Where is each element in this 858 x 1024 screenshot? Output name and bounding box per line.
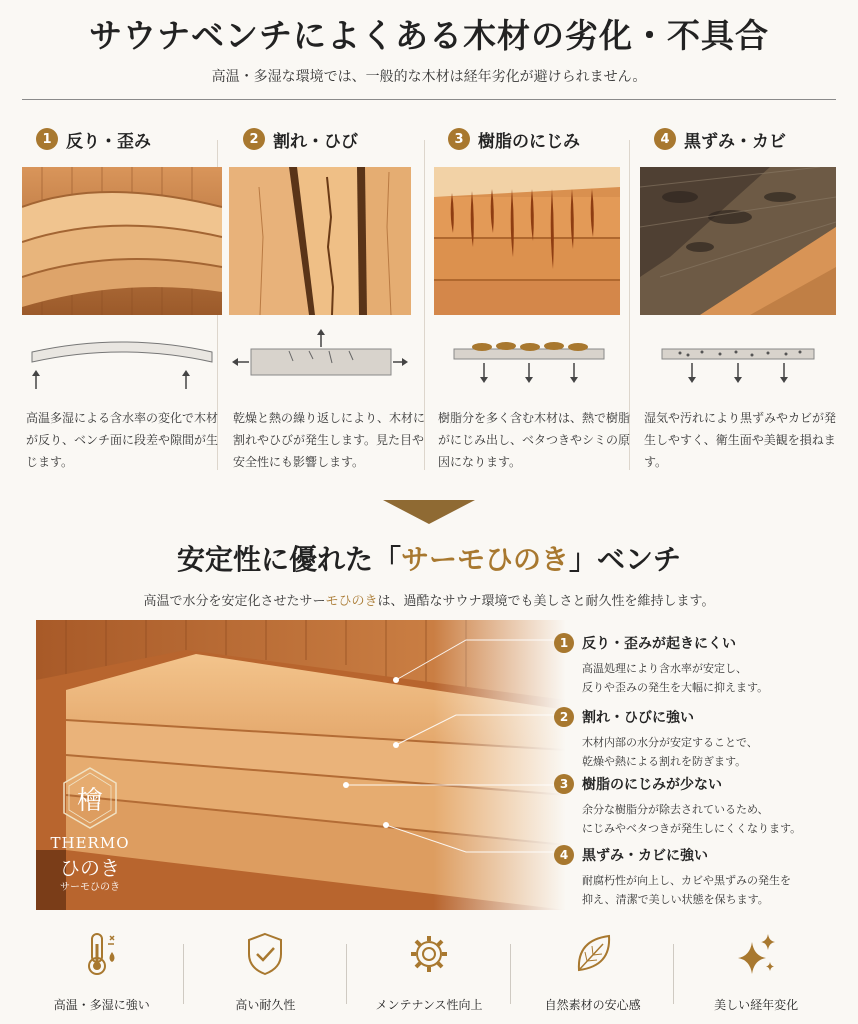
cracking-diagram	[229, 327, 429, 397]
benefit-label: 高い耐久性	[235, 998, 296, 1012]
problem-warping	[22, 122, 222, 469]
problem-title: 樹脂のにじみ	[478, 131, 580, 152]
badge-line3: サーモひのき	[60, 882, 120, 893]
badge-kanji: 檜	[76, 786, 103, 816]
number-badge: 2	[243, 128, 265, 150]
problem-description: 湿気や汚れにより黒ずみやカビが発生しやすく、衛生面や美観を損ねます。	[644, 411, 837, 469]
badge-line1: THERMO	[50, 834, 130, 852]
feature-title: 樹脂のにじみが少ない	[582, 777, 722, 793]
benefit-item	[184, 920, 348, 1020]
benefit-item	[674, 920, 838, 1020]
feature-item: 2 割れ・ひびに強い 木材内部の水分が安定することで、 乾燥や熱による割れを防ぎます。	[554, 707, 844, 771]
page-subtitle: 高温・多湿な環境では、一般的な木材は経年劣化が避けられません。	[211, 69, 647, 85]
warping-diagram	[22, 327, 222, 397]
mold-diagram	[640, 327, 840, 397]
shield-check-icon	[243, 930, 287, 978]
benefit-label: 美しい経年変化	[714, 998, 799, 1012]
problem-mold	[640, 122, 840, 469]
number-badge: 3	[448, 128, 470, 150]
feature-title: 割れ・ひびに強い	[582, 710, 694, 726]
problem-description: 乾燥と熱の繰り返しにより、木材に割れやひびが発生します。見た目や安全性にも影響します。	[233, 411, 426, 469]
feature-item: 1 反り・歪みが起きにくい 高温処理により含水率が安定し、 反りや歪みの発生を大幅に抑えます。	[554, 633, 844, 697]
benefit-item	[511, 920, 675, 1020]
benefits-row	[20, 920, 838, 1020]
feature-item: 3 樹脂のにじみが少ない 余分な樹脂分が除去されているため、 にじみやベタつきが発生しにくくなります。	[554, 774, 844, 838]
number-badge: 2	[554, 707, 574, 727]
problem-cracking	[229, 122, 429, 469]
problem-resin	[434, 122, 634, 469]
divider	[22, 99, 836, 100]
number-badge: 1	[554, 633, 574, 653]
page-title: サウナベンチによくある木材の劣化・不具合	[89, 16, 769, 55]
sparkle-icon	[734, 930, 778, 978]
feature-title: 反り・歪みが起きにくい	[582, 636, 736, 652]
problem-title: 反り・歪み	[66, 131, 151, 152]
feature-title: 黒ずみ・カビに強い	[582, 848, 708, 864]
solution-subtitle: 高温で水分を安定化させたサーモひのきは、過酷なサウナ環境でも美しさと耐久性を維持します。	[143, 594, 715, 609]
badge-line2: ひのき	[60, 856, 120, 880]
solution-title: 安定性に優れた「サーモひのき」ベンチ	[176, 543, 682, 576]
benefit-label: 自然素材の安心感	[544, 998, 641, 1012]
resin-bench-photo	[434, 167, 634, 315]
solution-title-highlight: サーモひのき	[400, 543, 569, 576]
benefit-label: メンテナンス性向上	[375, 998, 483, 1012]
number-badge: 4	[654, 128, 676, 150]
thermometer-humidity-icon	[80, 930, 124, 978]
down-arrow-icon	[383, 500, 475, 524]
moldy-bench-photo	[640, 167, 840, 315]
number-badge: 1	[36, 128, 58, 150]
warped-bench-photo	[22, 167, 222, 315]
benefit-label: 高温・多湿に強い	[53, 998, 150, 1012]
resin-diagram	[434, 327, 634, 397]
problem-title: 割れ・ひび	[273, 131, 358, 152]
thermo-hinoki-bench-photo	[36, 620, 566, 910]
problem-description: 高温多湿による含水率の変化で木材が反り、ベンチ面に段差や隙間が生じます。	[26, 411, 219, 469]
number-badge: 4	[554, 845, 574, 865]
leaf-icon	[571, 930, 615, 978]
problem-description: 樹脂分を多く含む木材は、熱で樹脂がにじみ出し、ベタつきやシミの原因になります。	[438, 411, 631, 469]
benefit-item	[20, 920, 184, 1020]
cracked-bench-photo	[229, 167, 429, 315]
benefit-item	[347, 920, 511, 1020]
solution-subtitle-highlight: モひのき	[325, 594, 378, 609]
gear-icon	[407, 930, 451, 978]
feature-item: 4 黒ずみ・カビに強い 耐腐朽性が向上し、カビや黒ずみの発生を 抑え、清潔で美しい状態を保ちます。	[554, 845, 844, 909]
problem-title: 黒ずみ・カビ	[684, 131, 786, 152]
number-badge: 3	[554, 774, 574, 794]
